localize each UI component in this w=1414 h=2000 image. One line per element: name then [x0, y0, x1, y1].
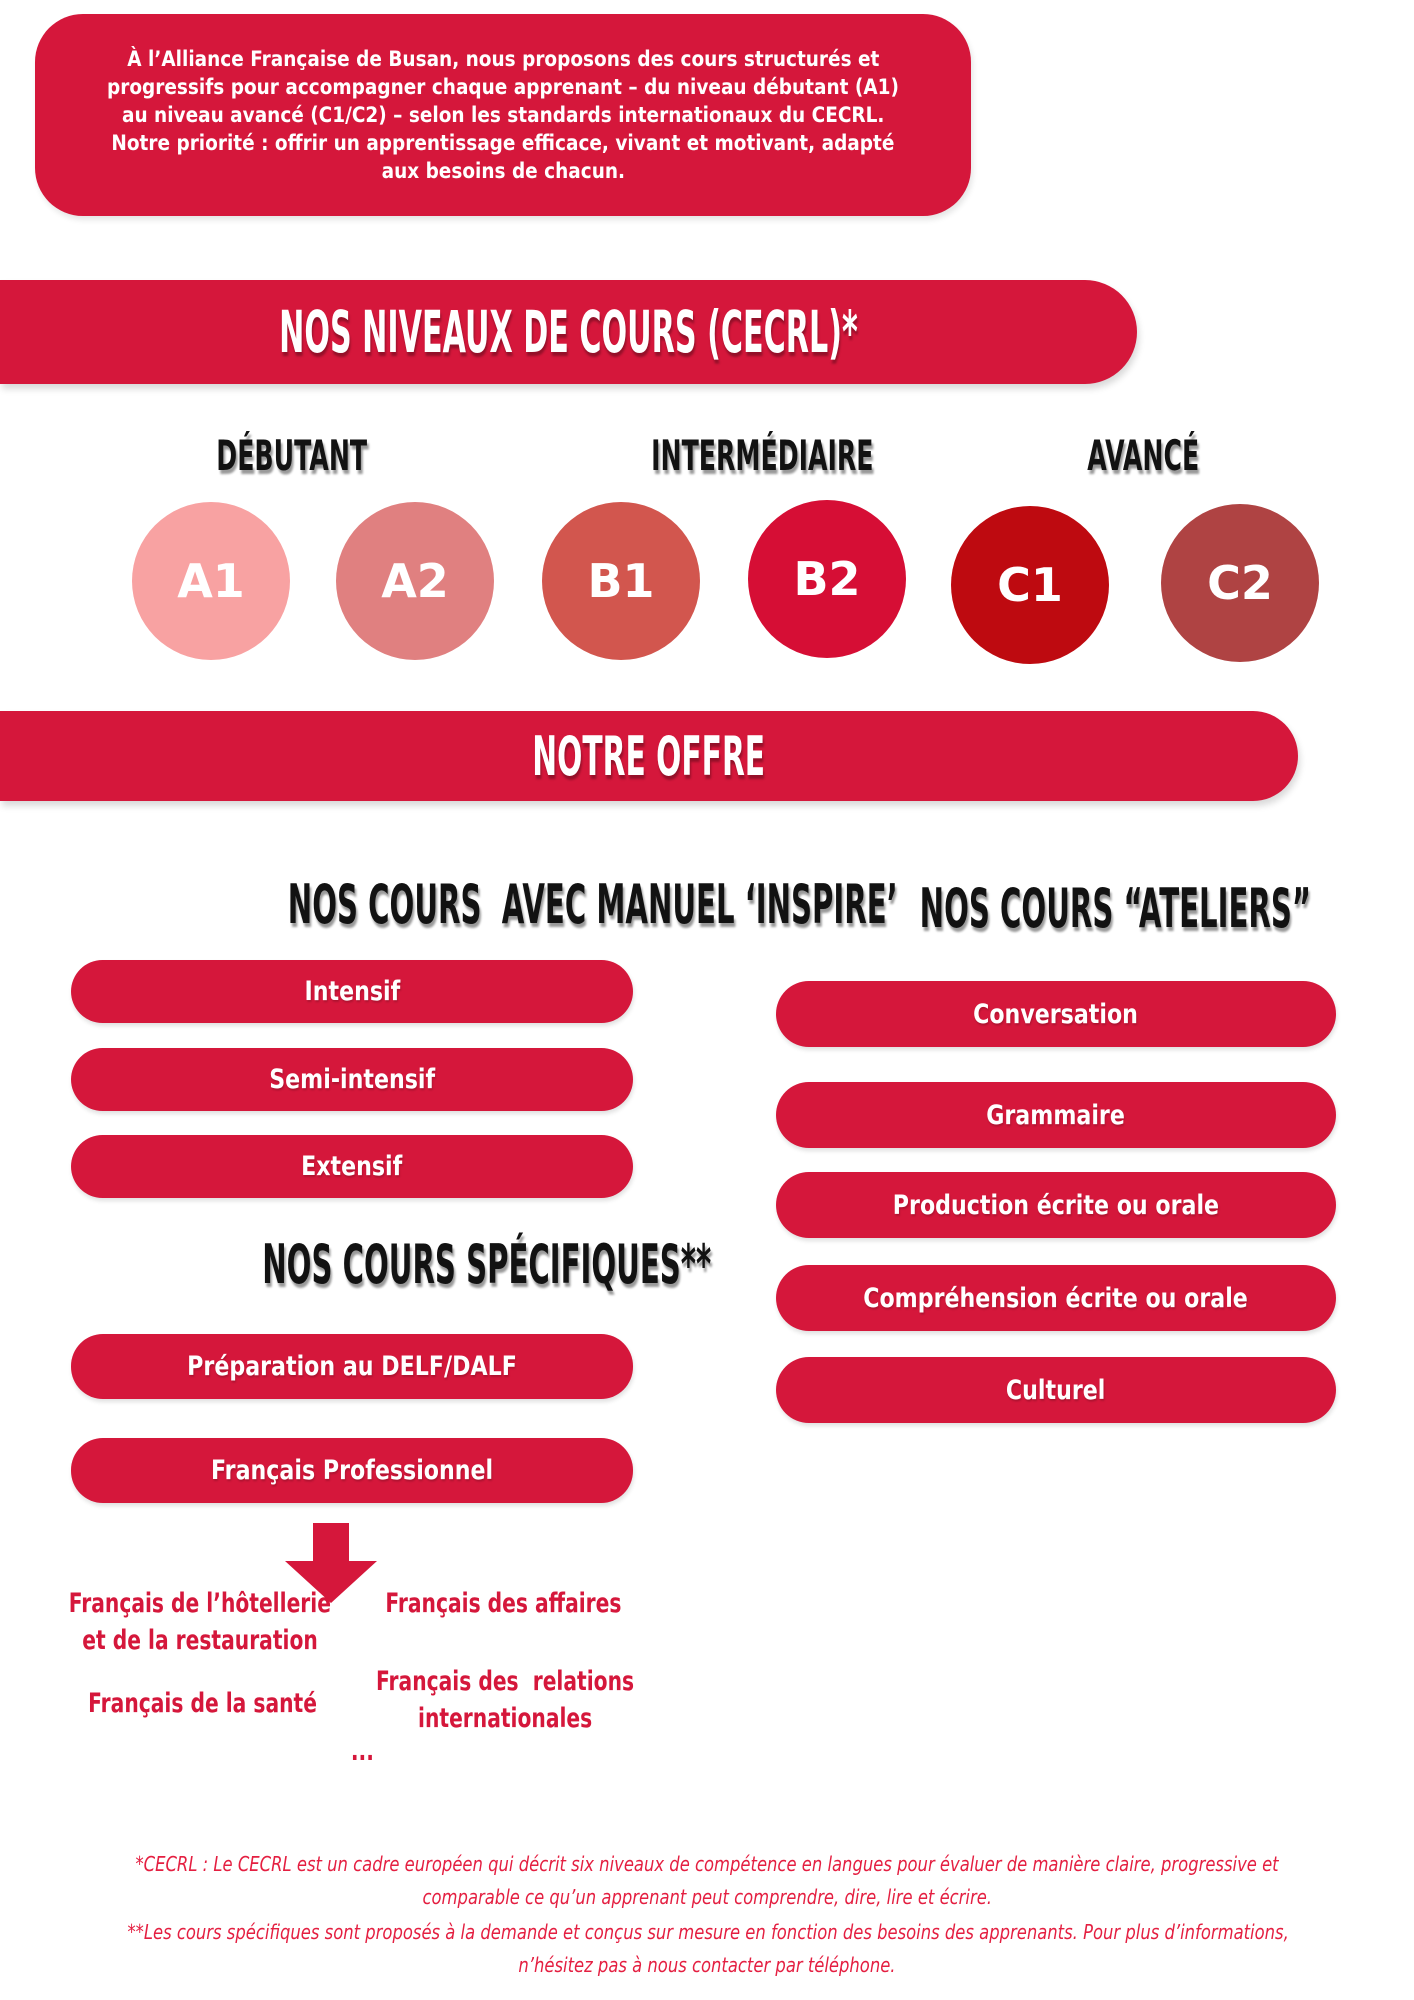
- inspire-section-title: NOS COURS AVEC MANUEL ‘INSPIRE’: [287, 873, 898, 936]
- intro-text-line: au niveau avancé (C1/C2) – selon les standards internationaux du CECRL.: [121, 103, 885, 127]
- button-culturel[interactable]: Culturel: [776, 1357, 1336, 1423]
- level-circle-c2: [1161, 504, 1319, 662]
- level-circle-label: C2: [1207, 556, 1273, 610]
- example-hotellerie-line1: Français de l’hôtellerie: [68, 1588, 332, 1619]
- levels-banner-title: NOS NIVEAUX DE COURS (CECRL)*: [279, 298, 858, 366]
- button-francais-professionnel[interactable]: Français Professionnel: [71, 1438, 633, 1503]
- group-label-intermediaire: INTERMÉDIAIRE: [651, 431, 874, 480]
- button-extensif[interactable]: Extensif: [71, 1135, 633, 1198]
- ateliers-section-title: NOS COURS “ATELIERS”: [919, 877, 1311, 940]
- level-circle-label: B1: [587, 554, 655, 608]
- intro-text-line: progressifs pour accompagner chaque apprenant – du niveau débutant (A1): [107, 75, 899, 99]
- intro-text-line: À l’Alliance Française de Busan, nous proposons des cours structurés et: [126, 47, 880, 71]
- button-production-ecrite-orale[interactable]: Production écrite ou orale: [776, 1172, 1336, 1238]
- level-circle-b1: [542, 502, 700, 660]
- button-intensif[interactable]: Intensif: [71, 960, 633, 1023]
- intro-text-line: Notre priorité : offrir un apprentissage efficace, vivant et motivant, adapté: [111, 131, 895, 155]
- button-conversation[interactable]: Conversation: [776, 981, 1336, 1047]
- example-sante: Français de la santé: [88, 1688, 318, 1719]
- intro-text-line: aux besoins de chacun.: [381, 159, 625, 183]
- level-circle-label: C1: [997, 558, 1063, 612]
- level-circle-label: A1: [177, 554, 245, 608]
- level-circle-label: B2: [793, 552, 861, 606]
- button-semi-intensif[interactable]: Semi-intensif: [71, 1048, 633, 1111]
- group-label-debutant: DÉBUTANT: [216, 431, 368, 480]
- footnote-cours-specifiques: **Les cours spécifiques sont proposés à la demande et conçus sur mesure en fonction des besoins des apprenants. Pour plus d’informations, n’hésitez pas à nous contacter par téléphone.: [127, 1920, 1289, 1977]
- footnote-cecrl: *CECRL : Le CECRL est un cadre européen qui décrit six niveaux de compétence en langues pour évaluer de manière claire, progressive et comparable ce qu’un apprenant peut comprendre, dire, lire et écrire.: [135, 1852, 1279, 1909]
- example-affaires: Français des affaires: [384, 1588, 622, 1619]
- offer-banner: [0, 711, 1298, 801]
- example-ellipsis: ...: [350, 1736, 374, 1767]
- button-grammaire[interactable]: Grammaire: [776, 1082, 1336, 1148]
- intro-box: [35, 14, 971, 216]
- level-circle-b2: [748, 500, 906, 658]
- button-comprehension-ecrite-orale[interactable]: Compréhension écrite ou orale: [776, 1265, 1336, 1331]
- level-circle-a2: [336, 502, 494, 660]
- button-preparation-delf-dalf[interactable]: Préparation au DELF/DALF: [71, 1334, 633, 1399]
- example-relations-line2: internationales: [417, 1703, 593, 1734]
- specifiques-section-title: NOS COURS SPÉCIFIQUES**: [262, 1233, 712, 1296]
- levels-banner: [0, 280, 1137, 384]
- level-circle-label: A2: [381, 554, 449, 608]
- level-circle-a1: [132, 502, 290, 660]
- offer-banner-title: NOTRE OFFRE: [532, 724, 766, 788]
- level-circle-c1: [951, 506, 1109, 664]
- example-hotellerie-line2: et de la restauration: [82, 1625, 318, 1656]
- example-relations-line1: Français des relations: [375, 1666, 635, 1697]
- group-label-avance: AVANCÉ: [1087, 431, 1199, 480]
